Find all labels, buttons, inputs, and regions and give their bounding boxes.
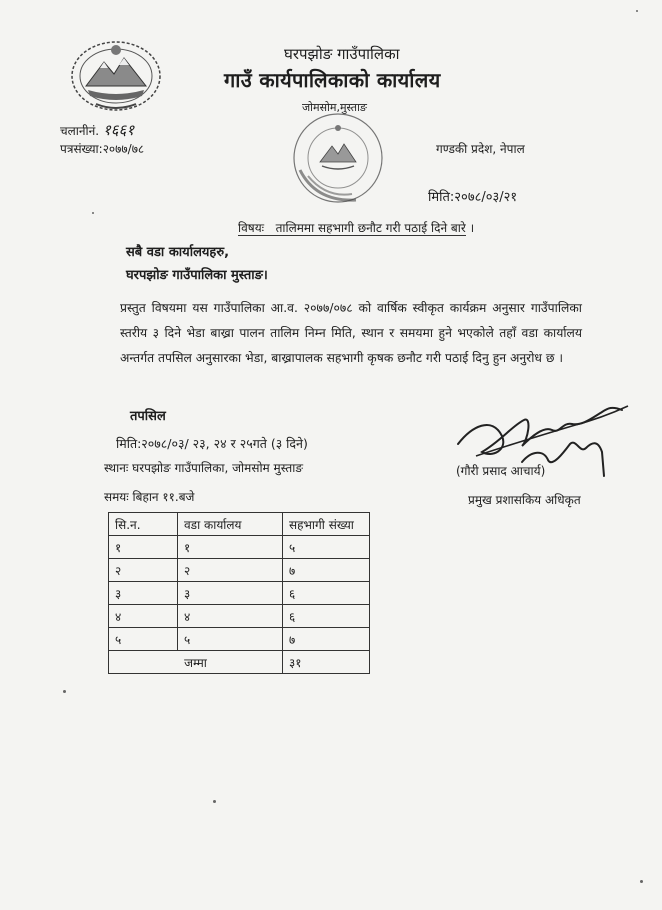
serial-cell: २	[109, 559, 178, 582]
venue-text: घरपझोङ गाउँपालिका, जोमसोम मुस्ताङ	[132, 461, 303, 475]
province-line: गण्डकी प्रदेश, नेपाल	[436, 142, 525, 156]
venue-label: स्थानः	[104, 461, 129, 475]
ward-cell: ३	[178, 582, 283, 605]
header-serial: सि.न.	[109, 513, 178, 536]
letter-number: २०७७/७८	[102, 142, 145, 156]
dispatch-label: चलानीनं.	[60, 124, 100, 138]
ward-cell: ४	[178, 605, 283, 628]
subject-underlined	[238, 221, 466, 236]
subject-line	[238, 219, 474, 236]
table-row	[109, 559, 370, 582]
scan-speck	[213, 800, 216, 803]
table-total-row	[109, 651, 370, 674]
details-venue-line	[104, 459, 303, 476]
count-cell: ७	[283, 628, 370, 651]
signatory-name: (गौरी प्रसाद आचार्य)	[456, 464, 546, 478]
total-value: ३१	[283, 651, 370, 674]
ward-cell: ५	[178, 628, 283, 651]
letter-number-label: पत्रसंख्या:	[60, 142, 103, 156]
table-row	[109, 582, 370, 605]
count-cell: ५	[283, 536, 370, 559]
addressee-line-1: सबै वडा कार्यालयहरु,	[126, 245, 230, 260]
details-date: मिति:२०७८/०३/ २३, २४ र २५गते (३ दिने)	[116, 436, 308, 451]
dispatch-number: १६६१	[102, 121, 135, 139]
scan-speck	[92, 212, 94, 214]
ward-cell: १	[178, 536, 283, 559]
letter-number-line	[60, 140, 144, 157]
header-ward: वडा कार्यालय	[178, 513, 283, 536]
date-line: मिति:२०७८/०३/२१	[428, 190, 518, 205]
signatory-title: प्रमुख प्रशासकिय अधिकृत	[468, 493, 581, 507]
org-name: घरपझोङ गाउँपालिका	[284, 45, 400, 63]
scan-speck	[640, 880, 643, 883]
table-row	[109, 628, 370, 651]
count-cell: ६	[283, 582, 370, 605]
scan-speck	[63, 690, 66, 693]
header-participants: सहभागी संख्या	[283, 513, 370, 536]
subject-text: तालिममा सहभागी छनौट गरी पठाई दिने बारे	[275, 221, 466, 235]
dispatch-number-line	[60, 120, 134, 140]
scan-speck	[636, 10, 638, 12]
count-cell: ७	[283, 559, 370, 582]
addressee-line-2: घरपझोङ गाउँपालिका मुस्ताङ।	[126, 268, 268, 283]
table-row	[109, 536, 370, 559]
details-time: समयः बिहान ११.बजे	[104, 490, 195, 504]
nepal-emblem-icon	[66, 34, 166, 114]
body-text: प्रस्तुत विषयमा यस गाउँपालिका आ.व. २०७७/०७८ को वार्षिक स्वीकृत कार्यक्रम अनुसार गाउँपालिका स्तरीय ३ दिने भेडा बाख्रा पालन तालिम निम्न मिति, स्थान र समयमा हुने भएकोले तहाँ वडा कार्यालय अन्तर्गत तपसिल अनुसारका भेडा, बाख्रापालक सहभागी कृषक छनौट गरी पठाई दिनु हुन अनुरोध छ ।	[120, 301, 582, 365]
serial-cell: ४	[109, 605, 178, 628]
ward-cell: २	[178, 559, 283, 582]
subject-end: ।	[469, 221, 475, 235]
table-row	[109, 605, 370, 628]
office-address: जोमसोम,मुस्ताङ	[302, 101, 367, 114]
serial-cell: १	[109, 536, 178, 559]
total-label: जम्मा	[109, 651, 283, 674]
body-paragraph	[120, 296, 582, 371]
details-heading: तपसिल	[130, 409, 166, 424]
subject-label: विषयः	[238, 221, 265, 235]
table-header-row	[109, 513, 370, 536]
office-seal-icon	[286, 110, 390, 210]
office-name: गाउँ कार्यपालिकाको कार्यालय	[224, 68, 441, 92]
serial-cell: ५	[109, 628, 178, 651]
count-cell: ६	[283, 605, 370, 628]
participant-table	[108, 512, 370, 674]
serial-cell: ३	[109, 582, 178, 605]
